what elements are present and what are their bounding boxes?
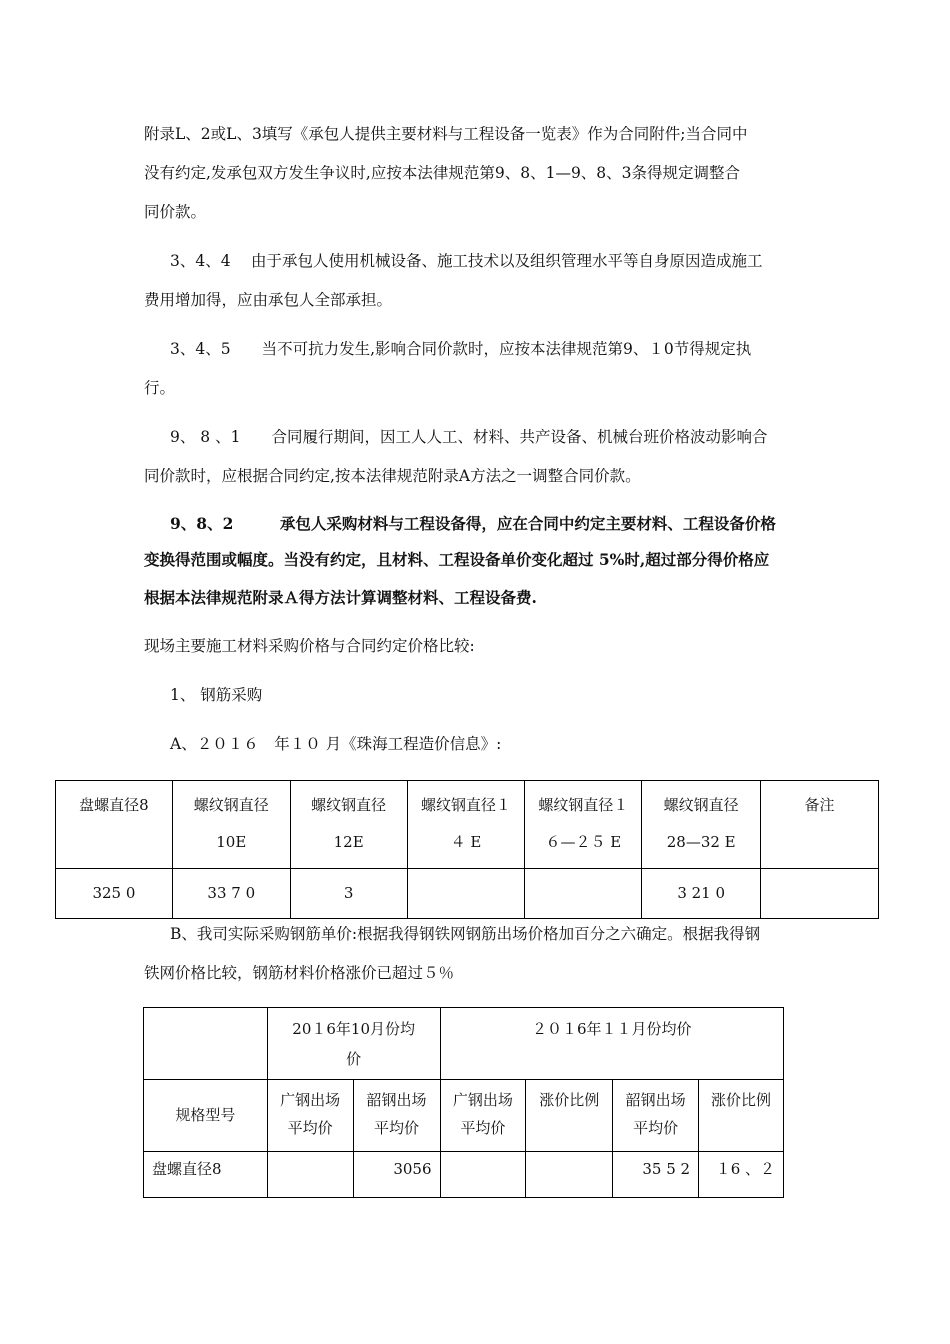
- paragraph-line: 铁网价格比较，钢筋材料价格涨价已超过５％: [144, 964, 455, 982]
- subsection-b: B、我司实际采购钢筋单价:根据我得钢铁网钢筋出场价格加百分之六确定。根据我得钢: [170, 925, 761, 943]
- table-cell: [267, 1152, 353, 1198]
- clause-3-4-5: 3、4、5 当不可抗力发生,影响合同价款时，应按本法律规范第9、１0节得规定执: [170, 340, 752, 358]
- table-cell: [761, 869, 879, 919]
- price-comparison-table: [143, 1007, 784, 1198]
- header-cell: 盘螺直径8: [56, 781, 173, 869]
- table-cell: [407, 869, 525, 919]
- table-cell: [525, 869, 642, 919]
- section-heading: 现场主要施工材料采购价格与合同约定价格比较:: [144, 637, 475, 655]
- paragraph-line: 同价款。: [144, 203, 207, 221]
- paragraph-line: 变换得范围或幅度。当没有约定，且材料、工程设备单价变化超过 5%时,超过部分得价格应: [144, 550, 770, 569]
- subheader-cell: 广钢出场 平均价: [440, 1080, 526, 1152]
- spec-label: 规格型号: [144, 1080, 268, 1152]
- table-subheader-row: [144, 1080, 784, 1152]
- header-cell: 螺纹钢直径 28—32 E: [642, 781, 761, 869]
- table-cell: １6 、２: [699, 1152, 784, 1198]
- header-cell: 螺纹钢直径 12E: [290, 781, 407, 869]
- table-cell: 35 5 2: [613, 1152, 699, 1198]
- header-cell: 螺纹钢直径１ ６—２５ E: [525, 781, 642, 869]
- table-header-row: [144, 1008, 784, 1080]
- paragraph-line: 根据本法律规范附录Ａ得方法计算调整材料、工程设备费.: [144, 588, 537, 607]
- table-cell: 3056: [353, 1152, 440, 1198]
- header-cell: 螺纹钢直径 10E: [172, 781, 290, 869]
- header-cell: 备注: [761, 781, 879, 869]
- header-oct-avg: 20１6年10月份均 价: [267, 1008, 440, 1080]
- paragraph-line: 费用增加得，应由承包人全部承担。: [144, 291, 393, 309]
- subheader-cell: 韶钢出场 平均价: [613, 1080, 699, 1152]
- header-nov-avg: ２０１6年１１月份均价: [440, 1008, 783, 1080]
- clause-9-8-2: 9、8、2 承包人采购材料与工程设备得，应在合同中约定主要材料、工程设备价格: [170, 514, 776, 533]
- table-cell: [526, 1152, 613, 1198]
- table-cell: 3 21 0: [642, 869, 761, 919]
- table-cell: 盘螺直径8: [144, 1152, 268, 1198]
- subheader-cell: 广钢出场 平均价: [267, 1080, 353, 1152]
- paragraph-line: 没有约定,发承包双方发生争议时,应按本法律规范第9、8、1—9、8、3条得规定调整合: [144, 164, 741, 182]
- header-cell: 螺纹钢直径１ ４ E: [407, 781, 525, 869]
- clause-3-4-4: 3、4、4 由于承包人使用机械设备、施工技术以及组织管理水平等自身原因造成施工: [170, 252, 763, 270]
- table-row: [56, 869, 879, 919]
- paragraph-line: 同价款时，应根据合同约定,按本法律规范附录A方法之一调整合同价款。: [144, 467, 641, 485]
- subheader-cell: 涨价比例: [526, 1080, 613, 1152]
- table-cell: 325 0: [56, 869, 173, 919]
- table-cell: [440, 1152, 526, 1198]
- subsection-a: A、２０１６ 年１０ 月《珠海工程造价信息》:: [170, 735, 502, 753]
- empty-corner-cell: [144, 1008, 268, 1080]
- table-row: [144, 1152, 784, 1198]
- table-cell: 3: [290, 869, 407, 919]
- subsection-heading: 1、 钢筋采购: [170, 686, 263, 704]
- clause-9-8-1: 9、 8 、1 合同履行期间，因工人人工、材料、共产设备、机械台班价格波动影响合: [170, 428, 768, 446]
- table-cell: 33 7 0: [172, 869, 290, 919]
- table-header-row: [56, 781, 879, 869]
- subheader-cell: 涨价比例: [699, 1080, 784, 1152]
- price-info-table: [55, 780, 879, 919]
- paragraph-line: 附录L、2或L、3填写《承包人提供主要材料与工程设备一览表》作为合同附件;当合同中: [144, 125, 748, 143]
- subheader-cell: 韶钢出场 平均价: [353, 1080, 440, 1152]
- paragraph-line: 行。: [144, 379, 176, 397]
